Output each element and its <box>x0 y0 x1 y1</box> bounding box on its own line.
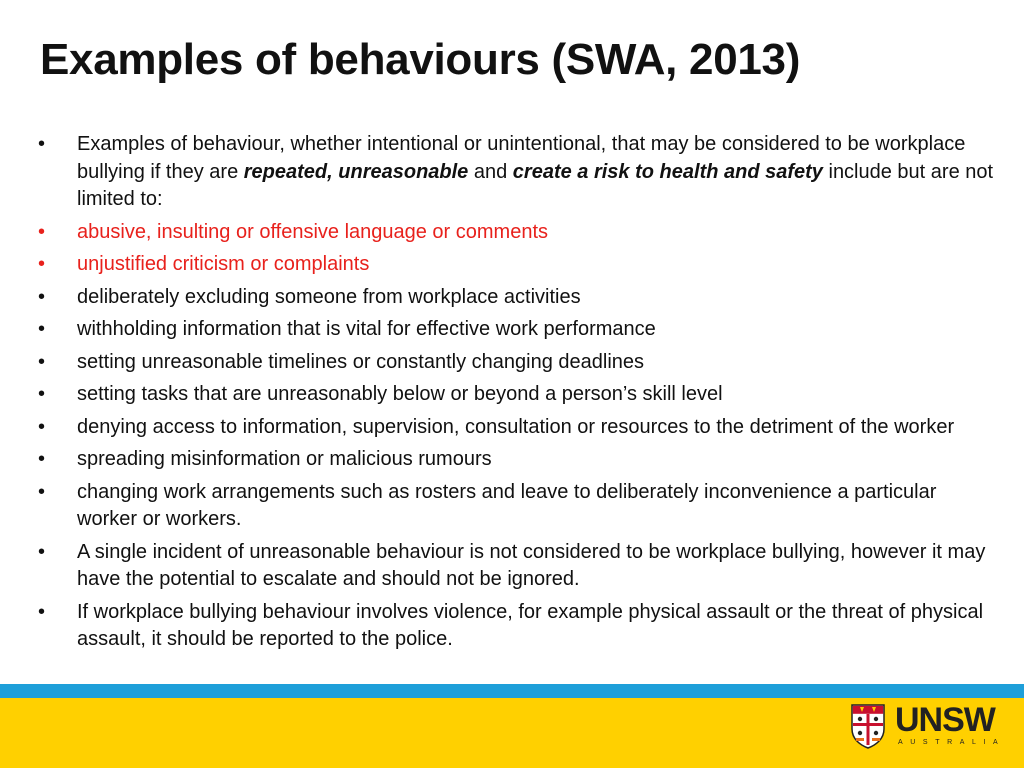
bullet-list <box>38 131 998 659</box>
bullet-text: unjustified criticism or complaints <box>77 253 370 275</box>
intro-emph-unreasonable: unreasonable <box>338 160 469 183</box>
intro-emph-risk: create a risk to health and safety <box>512 160 823 183</box>
bullet-text: setting tasks that are unreasonably below or beyond a person’s skill level <box>77 383 723 405</box>
bullet-text: denying access to information, supervision, consultation or resources to the detriment of the worker <box>77 415 955 438</box>
bullet-item <box>38 251 998 279</box>
bullet-text: deliberately excluding someone from workplace activities <box>77 285 581 308</box>
bullet-text: changing work arrangements such as rosters and leave to deliberately inconvenience a particular worker or workers. <box>77 480 937 530</box>
bullet-item <box>38 446 998 474</box>
bullet-item <box>38 284 998 312</box>
bullet-text: spreading misinformation or malicious rumours <box>77 448 492 470</box>
bullet-text: withholding information that is vital for effective work performance <box>77 318 656 340</box>
bullet-item <box>38 599 998 654</box>
bullet-icon: • <box>38 480 46 503</box>
bullet-icon: • <box>38 220 46 243</box>
intro-and: and <box>468 160 513 183</box>
bullet-text: abusive, insulting or offensive language or comments <box>77 220 549 243</box>
intro-emph-repeated: repeated <box>243 160 328 183</box>
slide-title: Examples of behaviours (SWA, 2013) <box>40 35 801 84</box>
bullet-icon: • <box>38 383 46 405</box>
crest-icon <box>850 703 886 749</box>
bullet-item <box>38 316 998 344</box>
bullet-item <box>38 349 998 377</box>
unsw-logo <box>850 701 1006 753</box>
bullet-item <box>38 414 998 442</box>
bullet-icon: • <box>38 318 46 340</box>
bullet-item <box>38 219 998 247</box>
bullet-item <box>38 539 998 594</box>
bullet-item <box>38 479 998 534</box>
bullet-icon: • <box>38 448 46 470</box>
bullet-icon: • <box>38 600 46 623</box>
footer-divider <box>0 684 1024 698</box>
bullet-icon: • <box>38 133 46 155</box>
logo-subtitle: AUSTRALIA <box>898 739 1006 746</box>
bullet-icon: • <box>38 540 46 563</box>
bullet-icon: • <box>38 253 46 275</box>
bullet-item <box>38 381 998 409</box>
intro-text-before: Examples of behaviour, whether intentional or unintentional, that may be considered to be workplace bullying if they are <box>77 133 966 183</box>
bullet-text: A single incident of unreasonable behaviour is not considered to be workplace bullying, however it may have the potential to escalate and should not be ignored. <box>77 540 986 590</box>
logo-wordmark: UNSW <box>895 701 995 739</box>
bullet-text: setting unreasonable timelines or constantly changing deadlines <box>77 350 645 373</box>
intro-text-after: include but are not limited to: <box>77 160 994 210</box>
bullet-icon: • <box>38 415 46 438</box>
intro-comma: , <box>327 160 339 183</box>
bullet-text: If workplace bullying behaviour involves violence, for example physical assault or the threat of physical assault, it should be reported to the police. <box>77 600 984 650</box>
bullet-item-intro <box>38 131 998 214</box>
bullet-icon: • <box>38 285 46 308</box>
bullet-icon: • <box>38 350 46 373</box>
